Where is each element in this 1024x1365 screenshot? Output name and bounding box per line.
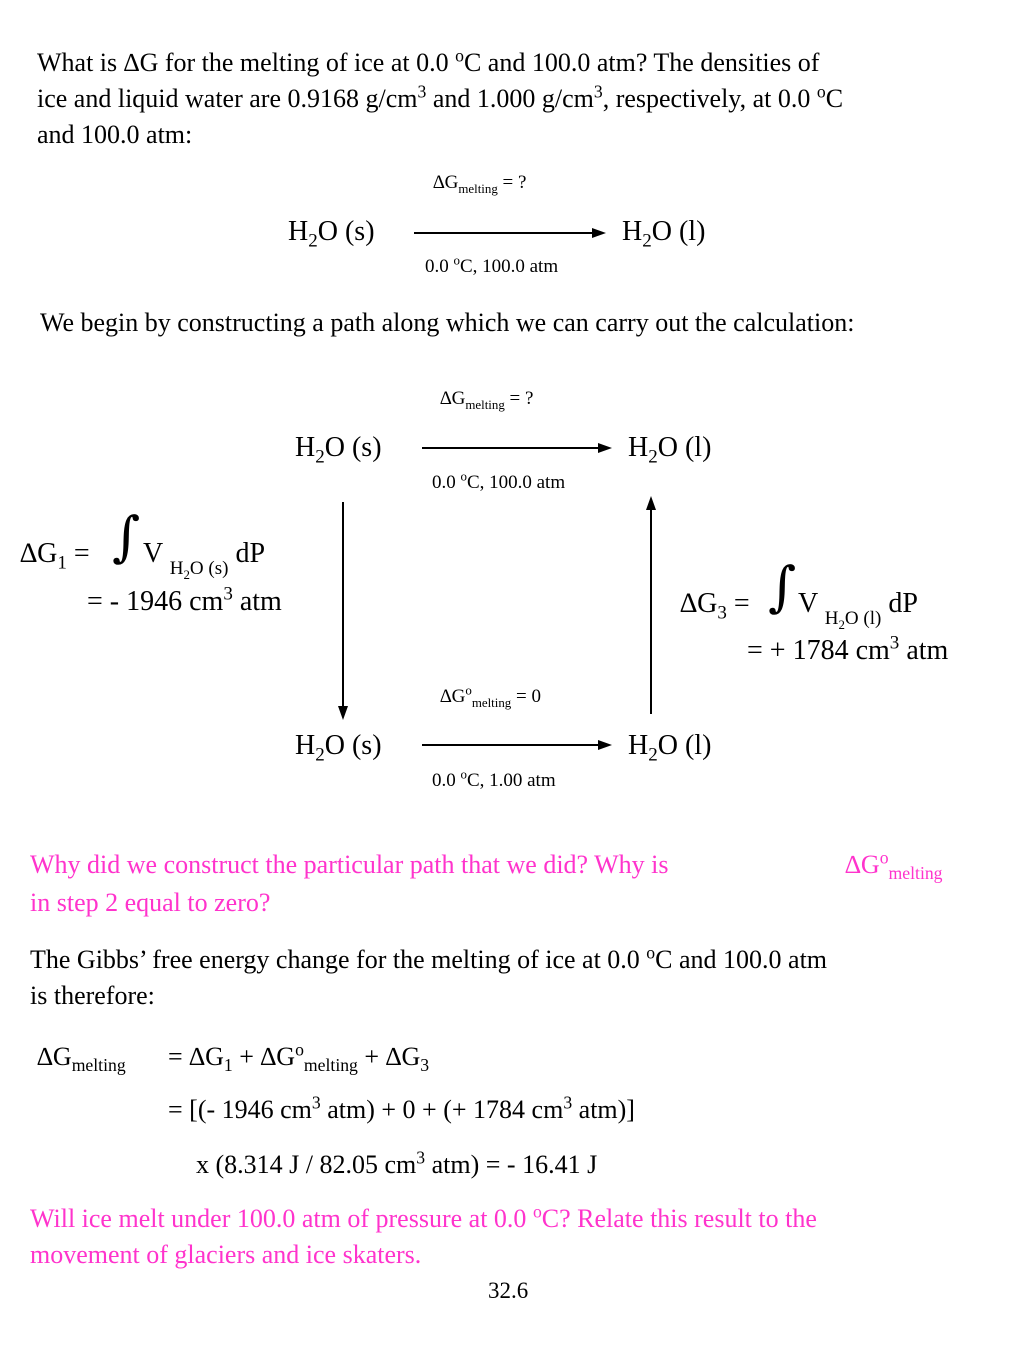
equation-line-3: x (8.314 J / 82.05 $cm^3$ atm) = - 16.41 J xyxy=(196,1147,598,1179)
problem-line-2: ice and liquid water are 0.9168 $g/cm^3$ and 1.000 $g/cm^3$, respectively, at 0.0 $^o$C xyxy=(37,81,844,113)
delta-g3-value: = + 1784 $cm^3$ atm xyxy=(747,632,949,666)
page-number: 32.6 xyxy=(488,1278,529,1303)
reaction1-condition-below: 0.0 $^o$C, 100.0 atm xyxy=(425,252,559,277)
conclusion xyxy=(30,942,990,1014)
question-1-line-1: Why did we construct the particular path that we did? Why is xyxy=(30,850,669,879)
path-intro: We begin by constructing a path along which we can carry out the calculation: xyxy=(40,308,855,337)
question-1-line-2: in step 2 equal to zero? xyxy=(30,888,271,917)
cycle-down-arrow-head xyxy=(338,706,348,720)
cycle-bottom-reactant: $H_2O$ (s) xyxy=(295,730,382,766)
equation-lhs: $\Delta G_{melting}$ xyxy=(37,1042,126,1076)
delta-g1-label: $\Delta G_1$ = xyxy=(20,538,90,574)
cycle-bottom-arrow-shaft xyxy=(422,744,602,746)
conclusion-line-1: The Gibbs’ free energy change for the melting of ice at 0.0 $^o$C and 100.0 atm xyxy=(30,942,828,974)
cycle-bottom-condition-above: $\Delta G^o_{melting} = 0$ xyxy=(440,682,541,710)
question-2-line-2: movement of glaciers and ice skaters. xyxy=(30,1240,422,1269)
reaction1-condition-above: $\Delta G_{melting}$ = ? xyxy=(433,172,527,196)
cycle-up-arrow-shaft xyxy=(650,508,652,714)
question-2-line-1: Will ice melt under 100.0 atm of pressure at 0.0 $^o$C? Relate this result to the xyxy=(30,1201,817,1233)
problem-line-3: and 100.0 atm: xyxy=(37,120,193,149)
cycle-down-arrow-shaft xyxy=(342,502,344,708)
equation-line-1: = $\Delta G_1 + \Delta G^o_{melting} + \Delta G_3$ xyxy=(168,1039,430,1076)
cycle-bottom-condition-below: 0.0 $^o$C, 1.00 atm xyxy=(432,766,556,791)
cycle-top-condition-above: $\Delta G_{melting}$ = ? xyxy=(440,388,534,412)
conclusion-line-2: is therefore: xyxy=(30,981,155,1010)
cycle-top-product: $H_2O$ (l) xyxy=(628,432,712,468)
question-1-delta-g: $\Delta G^o_{melting}$ xyxy=(845,847,943,884)
reaction1-product: $H_2O$ (l) xyxy=(622,216,706,252)
delta-g3-integrand: V $_{H_2O (l)}$ dP xyxy=(798,588,918,632)
cycle-up-arrow-head xyxy=(646,496,656,510)
problem-statement xyxy=(37,45,997,153)
equation-line-2: = [(- 1946 $cm^3$ atm) + 0 + (+ 1784 $cm^3$ atm)] xyxy=(168,1092,635,1124)
cycle-top-arrow-shaft xyxy=(422,447,602,449)
integral-sign-icon: ∫ xyxy=(112,505,141,568)
reaction1-arrow-head xyxy=(592,228,606,238)
reaction1-reactant: $H_2O$ (s) xyxy=(288,216,375,252)
problem-line-1: What is ∆G for the melting of ice at 0.0 $^o$C and 100.0 atm? The densities of xyxy=(37,45,820,77)
cycle-top-condition-below: 0.0 $^o$C, 100.0 atm xyxy=(432,468,566,493)
integral-sign-icon: ∫ xyxy=(768,555,797,618)
delta-g1-value: = - 1946 $cm^3$ atm xyxy=(87,583,282,617)
cycle-top-reactant: $H_2O$ (s) xyxy=(295,432,382,468)
delta-g3-label: $\Delta G_3$ = xyxy=(680,588,750,624)
cycle-bottom-arrow-head xyxy=(598,740,612,750)
reaction1-arrow-shaft xyxy=(414,232,594,234)
cycle-bottom-product: $H_2O$ (l) xyxy=(628,730,712,766)
cycle-top-arrow-head xyxy=(598,443,612,453)
delta-g1-integrand: V $_{H_2O (s)}$ dP xyxy=(143,538,266,582)
